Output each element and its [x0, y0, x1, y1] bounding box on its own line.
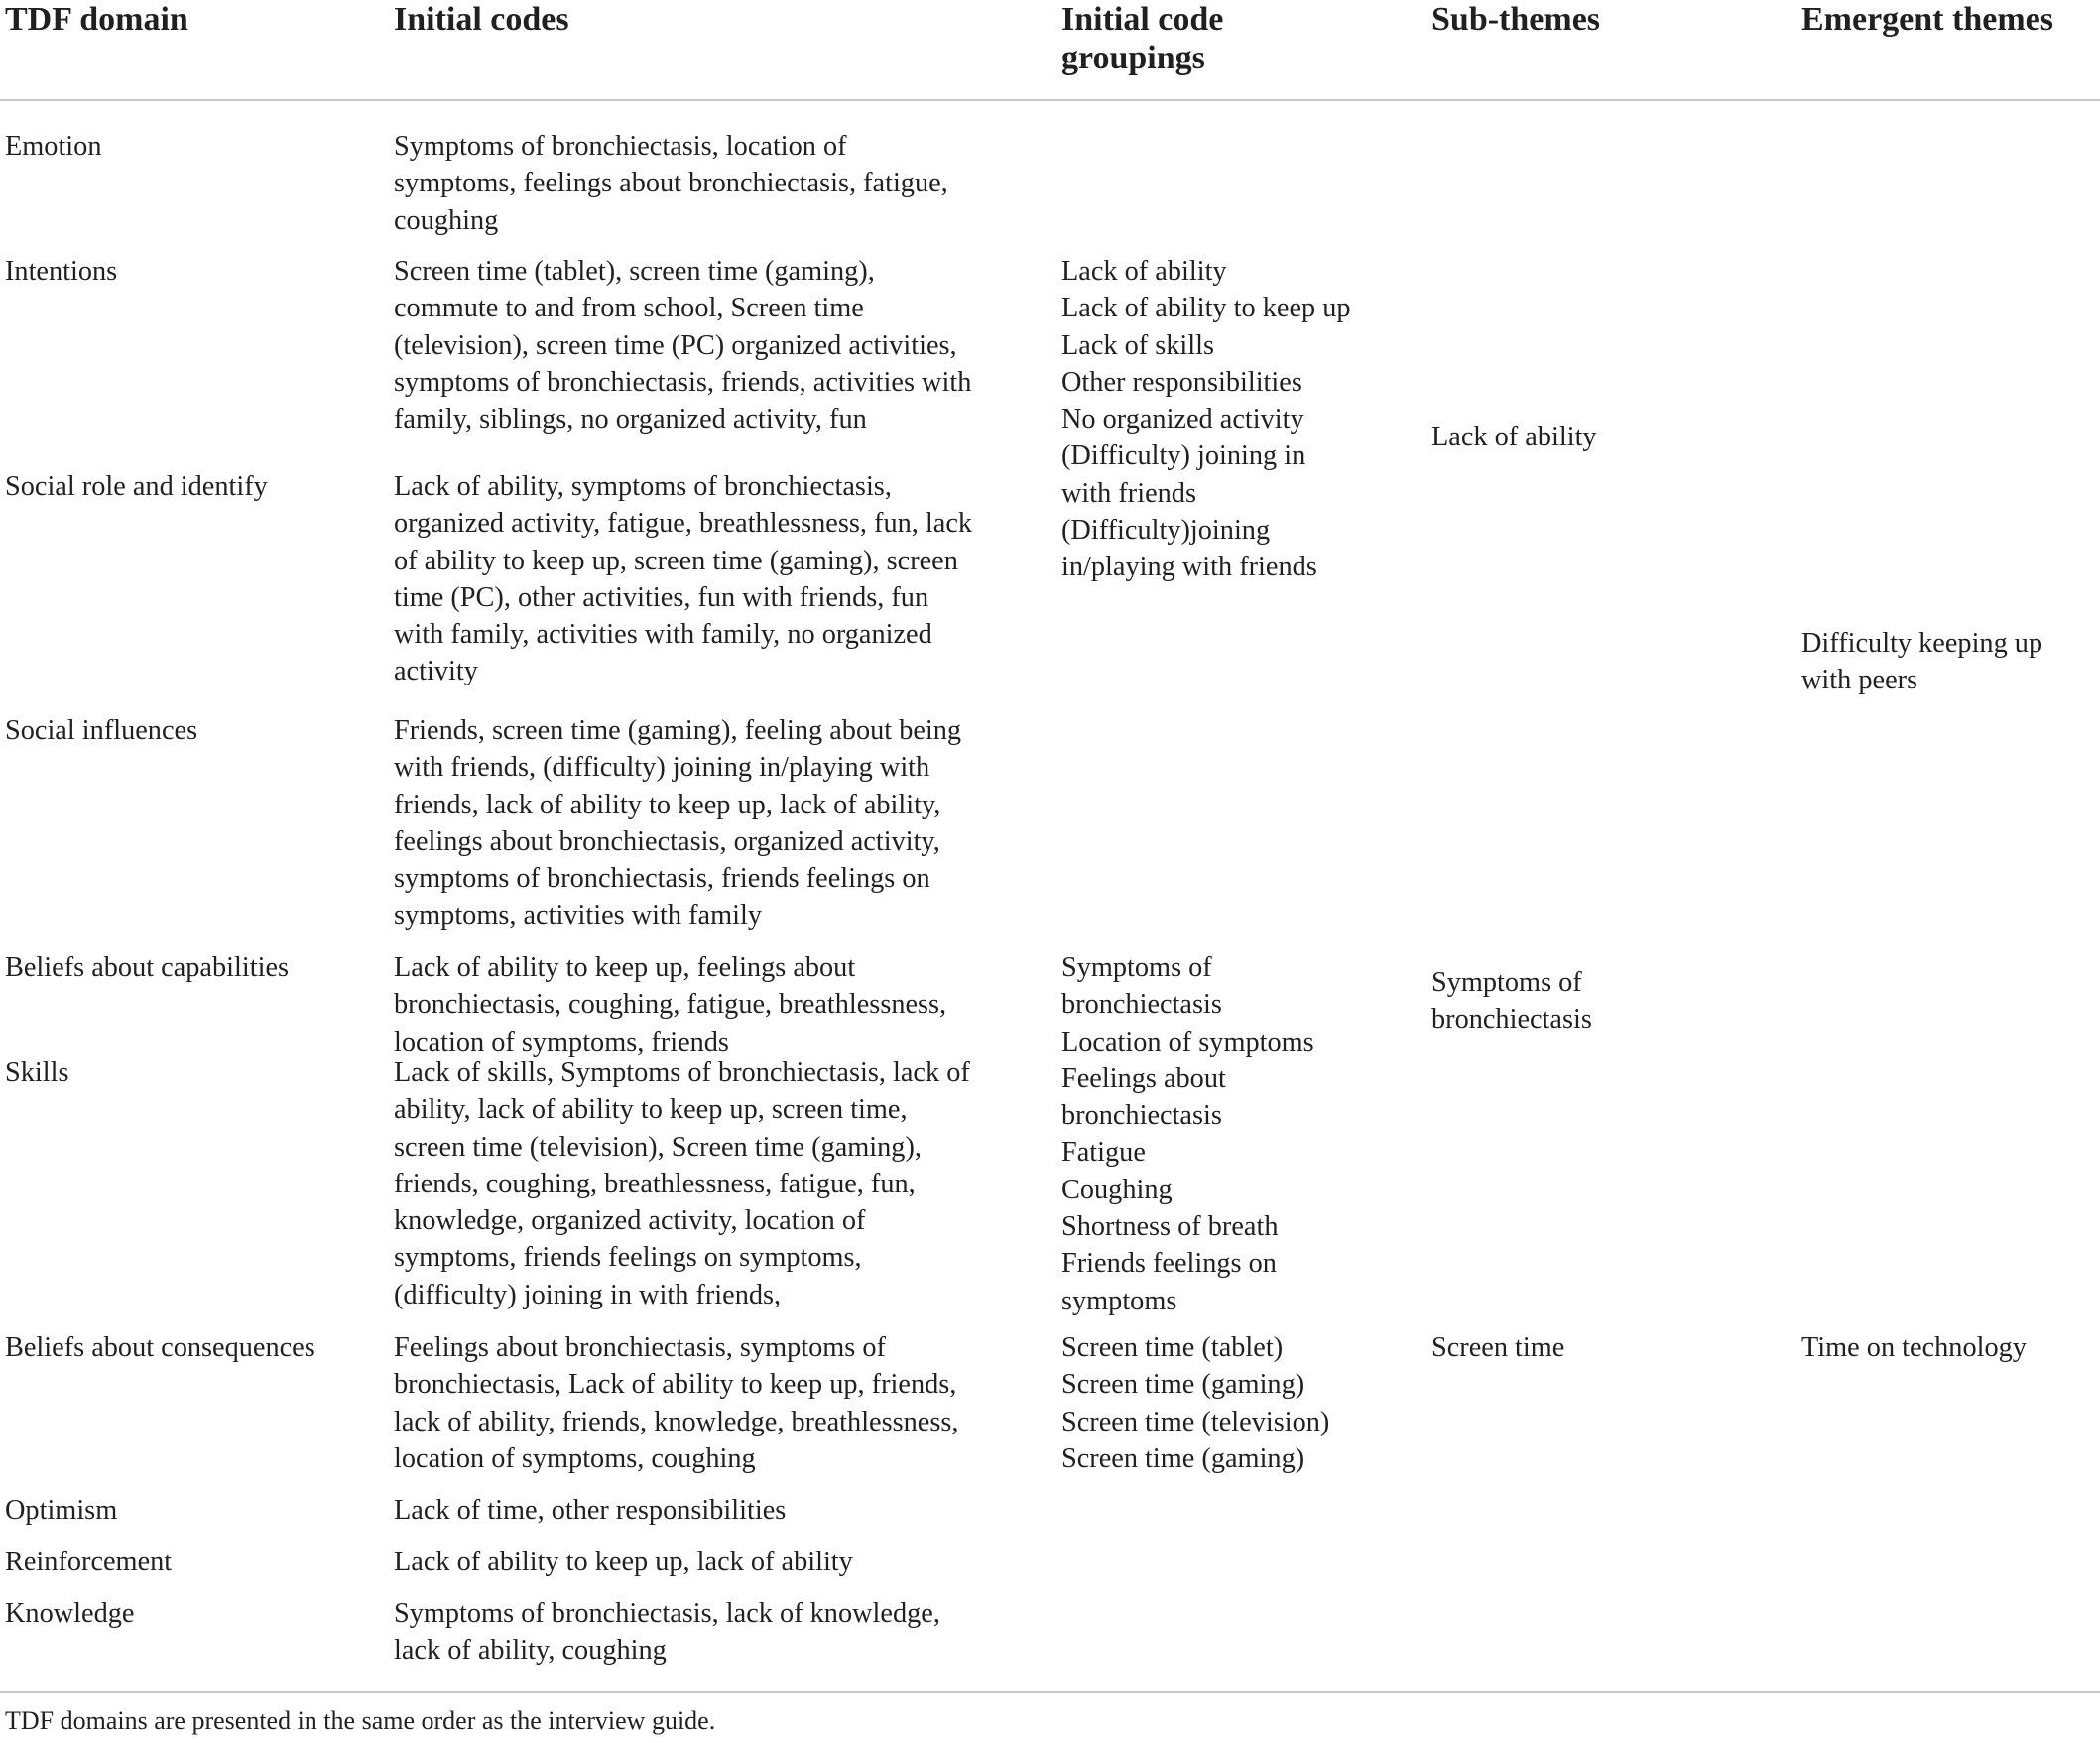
code-line: time (PC), other activities, fun with friends, fun	[394, 581, 929, 613]
code-line: Lack of ability, symptoms of bronchiectasis,	[394, 471, 892, 502]
domain-cell: Reinforcement	[5, 1547, 173, 1577]
grouping-line: in/playing with friends	[1061, 552, 1317, 583]
groupings-screen	[1061, 1329, 1329, 1477]
grouping-line: Lack of ability	[1061, 256, 1227, 287]
header-emergent-themes: Emergent themes	[1801, 1, 2053, 38]
footer-divider	[0, 1691, 2100, 1693]
code-line: feelings about bronchiectasis, organized activity,	[394, 825, 940, 857]
subtheme-symptoms	[1431, 964, 1592, 1039]
code-line: coughing	[394, 204, 499, 236]
domain-cell: Beliefs about capabilities	[5, 952, 290, 983]
domain-cell: Beliefs about consequences	[5, 1332, 315, 1363]
grouping-line: Location of symptoms	[1061, 1026, 1314, 1058]
domain-cell: Emotion	[5, 131, 102, 162]
code-line: commute to and from school, Screen time	[394, 293, 864, 324]
subtheme-line: bronchiectasis	[1431, 1004, 1592, 1036]
theme-line: Difficulty keeping up	[1801, 628, 2043, 659]
theme-line: with peers	[1801, 665, 1918, 696]
grouping-line: Fatigue	[1061, 1137, 1146, 1169]
domain-cell: Social role and identify	[5, 471, 268, 502]
codes-cell-knowledge	[394, 1595, 940, 1670]
groupings-ability	[1061, 253, 1351, 586]
code-line: Lack of ability to keep up, feelings about	[394, 952, 856, 983]
grouping-line: Coughing	[1061, 1174, 1173, 1205]
code-line: Friends, screen time (gaming), feeling about being	[394, 715, 962, 746]
code-line: Feelings about bronchiectasis, symptoms of	[394, 1332, 886, 1363]
grouping-line: Symptoms of	[1061, 952, 1212, 983]
header-groupings-line1: Initial code	[1061, 1, 1224, 38]
code-line: of ability to keep up, screen time (gaming), screen	[394, 545, 958, 576]
code-line: Lack of ability to keep up, lack of ability	[394, 1547, 853, 1577]
code-line: friends, coughing, breathlessness, fatigue, fun,	[394, 1168, 916, 1199]
header-initial-codes: Initial codes	[394, 1, 569, 38]
grouping-line: bronchiectasis	[1061, 1100, 1222, 1132]
code-line: symptoms of bronchiectasis, friends feelings on	[394, 863, 930, 895]
grouping-line: Screen time (gaming)	[1061, 1442, 1305, 1474]
code-line: Lack of skills, Symptoms of bronchiectasis, lack of	[394, 1058, 970, 1088]
codes-cell-social-role	[394, 468, 972, 690]
code-line: lack of ability, coughing	[394, 1635, 667, 1667]
code-line: activity	[394, 656, 478, 687]
theme-peers	[1801, 625, 2042, 699]
code-line: Lack of time, other responsibilities	[394, 1495, 787, 1526]
theme-technology: Time on technology	[1801, 1332, 2027, 1363]
header-groupings-line2: groupings	[1061, 40, 1205, 76]
grouping-line: (Difficulty) joining in	[1061, 440, 1306, 472]
subtheme-line: Symptoms of	[1431, 967, 1582, 998]
code-line: bronchiectasis, Lack of ability to keep up, friends,	[394, 1369, 957, 1401]
domain-cell: Knowledge	[5, 1598, 135, 1629]
subtheme-screen: Screen time	[1431, 1332, 1565, 1363]
grouping-line: Screen time (gaming)	[1061, 1369, 1305, 1401]
code-line: with family, activities with family, no organized	[394, 619, 932, 651]
grouping-line: Lack of ability to keep up	[1061, 293, 1351, 324]
code-line: (difficulty) joining in with friends,	[394, 1279, 782, 1310]
domain-cell: Social influences	[5, 715, 198, 746]
header-divider	[0, 99, 2100, 101]
code-line: symptoms, activities with family	[394, 900, 762, 932]
grouping-line: Shortness of breath	[1061, 1211, 1279, 1243]
code-line: organized activity, fatigue, breathlessness, fun, lack	[394, 508, 973, 540]
header-tdf-domain: TDF domain	[5, 1, 188, 38]
codes-cell-social-influences	[394, 712, 961, 934]
code-line: symptoms, feelings about bronchiectasis, fatigue,	[394, 168, 948, 199]
codes-cell-optimism	[394, 1492, 786, 1529]
code-line: location of symptoms, coughing	[394, 1442, 756, 1474]
codes-cell-reinforcement	[394, 1544, 853, 1580]
header-sub-themes: Sub-themes	[1431, 1, 1601, 38]
codes-cell-beliefs-consequences	[394, 1329, 958, 1477]
code-line: location of symptoms, friends	[394, 1026, 729, 1058]
code-line: lack of ability, friends, knowledge, breathlessness,	[394, 1406, 959, 1437]
domain-cell: Skills	[5, 1058, 69, 1088]
code-line: family, siblings, no organized activity, fun	[394, 404, 867, 436]
codes-cell-beliefs-capabilities	[394, 949, 946, 1060]
grouping-line: with friends	[1061, 477, 1196, 509]
code-line: Symptoms of bronchiectasis, lack of knowledge,	[394, 1598, 940, 1629]
grouping-line: bronchiectasis	[1061, 989, 1222, 1021]
grouping-line: Feelings about	[1061, 1062, 1226, 1094]
codes-cell-emotion	[394, 128, 948, 239]
code-line: screen time (television), Screen time (gaming),	[394, 1131, 922, 1163]
grouping-line: (Difficulty)joining	[1061, 515, 1271, 547]
table-footnote: TDF domains are presented in the same order as the interview guide.	[5, 1706, 716, 1735]
code-line: with friends, (difficulty) joining in/playing with	[394, 752, 930, 784]
grouping-line: Screen time (television)	[1061, 1406, 1330, 1437]
codes-cell-skills	[394, 1055, 970, 1313]
grouping-line: Screen time (tablet)	[1061, 1332, 1284, 1363]
domain-cell: Intentions	[5, 256, 118, 287]
codes-cell-intentions	[394, 253, 971, 437]
code-line: (television), screen time (PC) organized activities,	[394, 329, 957, 361]
header-initial-code-groupings	[1061, 0, 1223, 77]
grouping-line: No organized activity	[1061, 404, 1304, 436]
code-line: ability, lack of ability to keep up, screen time,	[394, 1094, 908, 1126]
domain-cell: Optimism	[5, 1495, 118, 1526]
grouping-line: symptoms	[1061, 1285, 1177, 1316]
code-line: knowledge, organized activity, location of	[394, 1205, 866, 1237]
code-line: Symptoms of bronchiectasis, location of	[394, 131, 847, 162]
code-line: Screen time (tablet), screen time (gaming),	[394, 256, 875, 287]
subtheme-ability: Lack of ability	[1431, 422, 1597, 452]
code-line: bronchiectasis, coughing, fatigue, breathlessness,	[394, 989, 947, 1021]
groupings-symptoms	[1061, 949, 1314, 1319]
grouping-line: Lack of skills	[1061, 329, 1215, 361]
code-line: symptoms, friends feelings on symptoms,	[394, 1242, 862, 1274]
grouping-line: Friends feelings on	[1061, 1248, 1277, 1280]
code-line: friends, lack of ability to keep up, lack of ability,	[394, 789, 941, 820]
code-line: symptoms of bronchiectasis, friends, activities with	[394, 366, 972, 398]
grouping-line: Other responsibilities	[1061, 366, 1302, 398]
